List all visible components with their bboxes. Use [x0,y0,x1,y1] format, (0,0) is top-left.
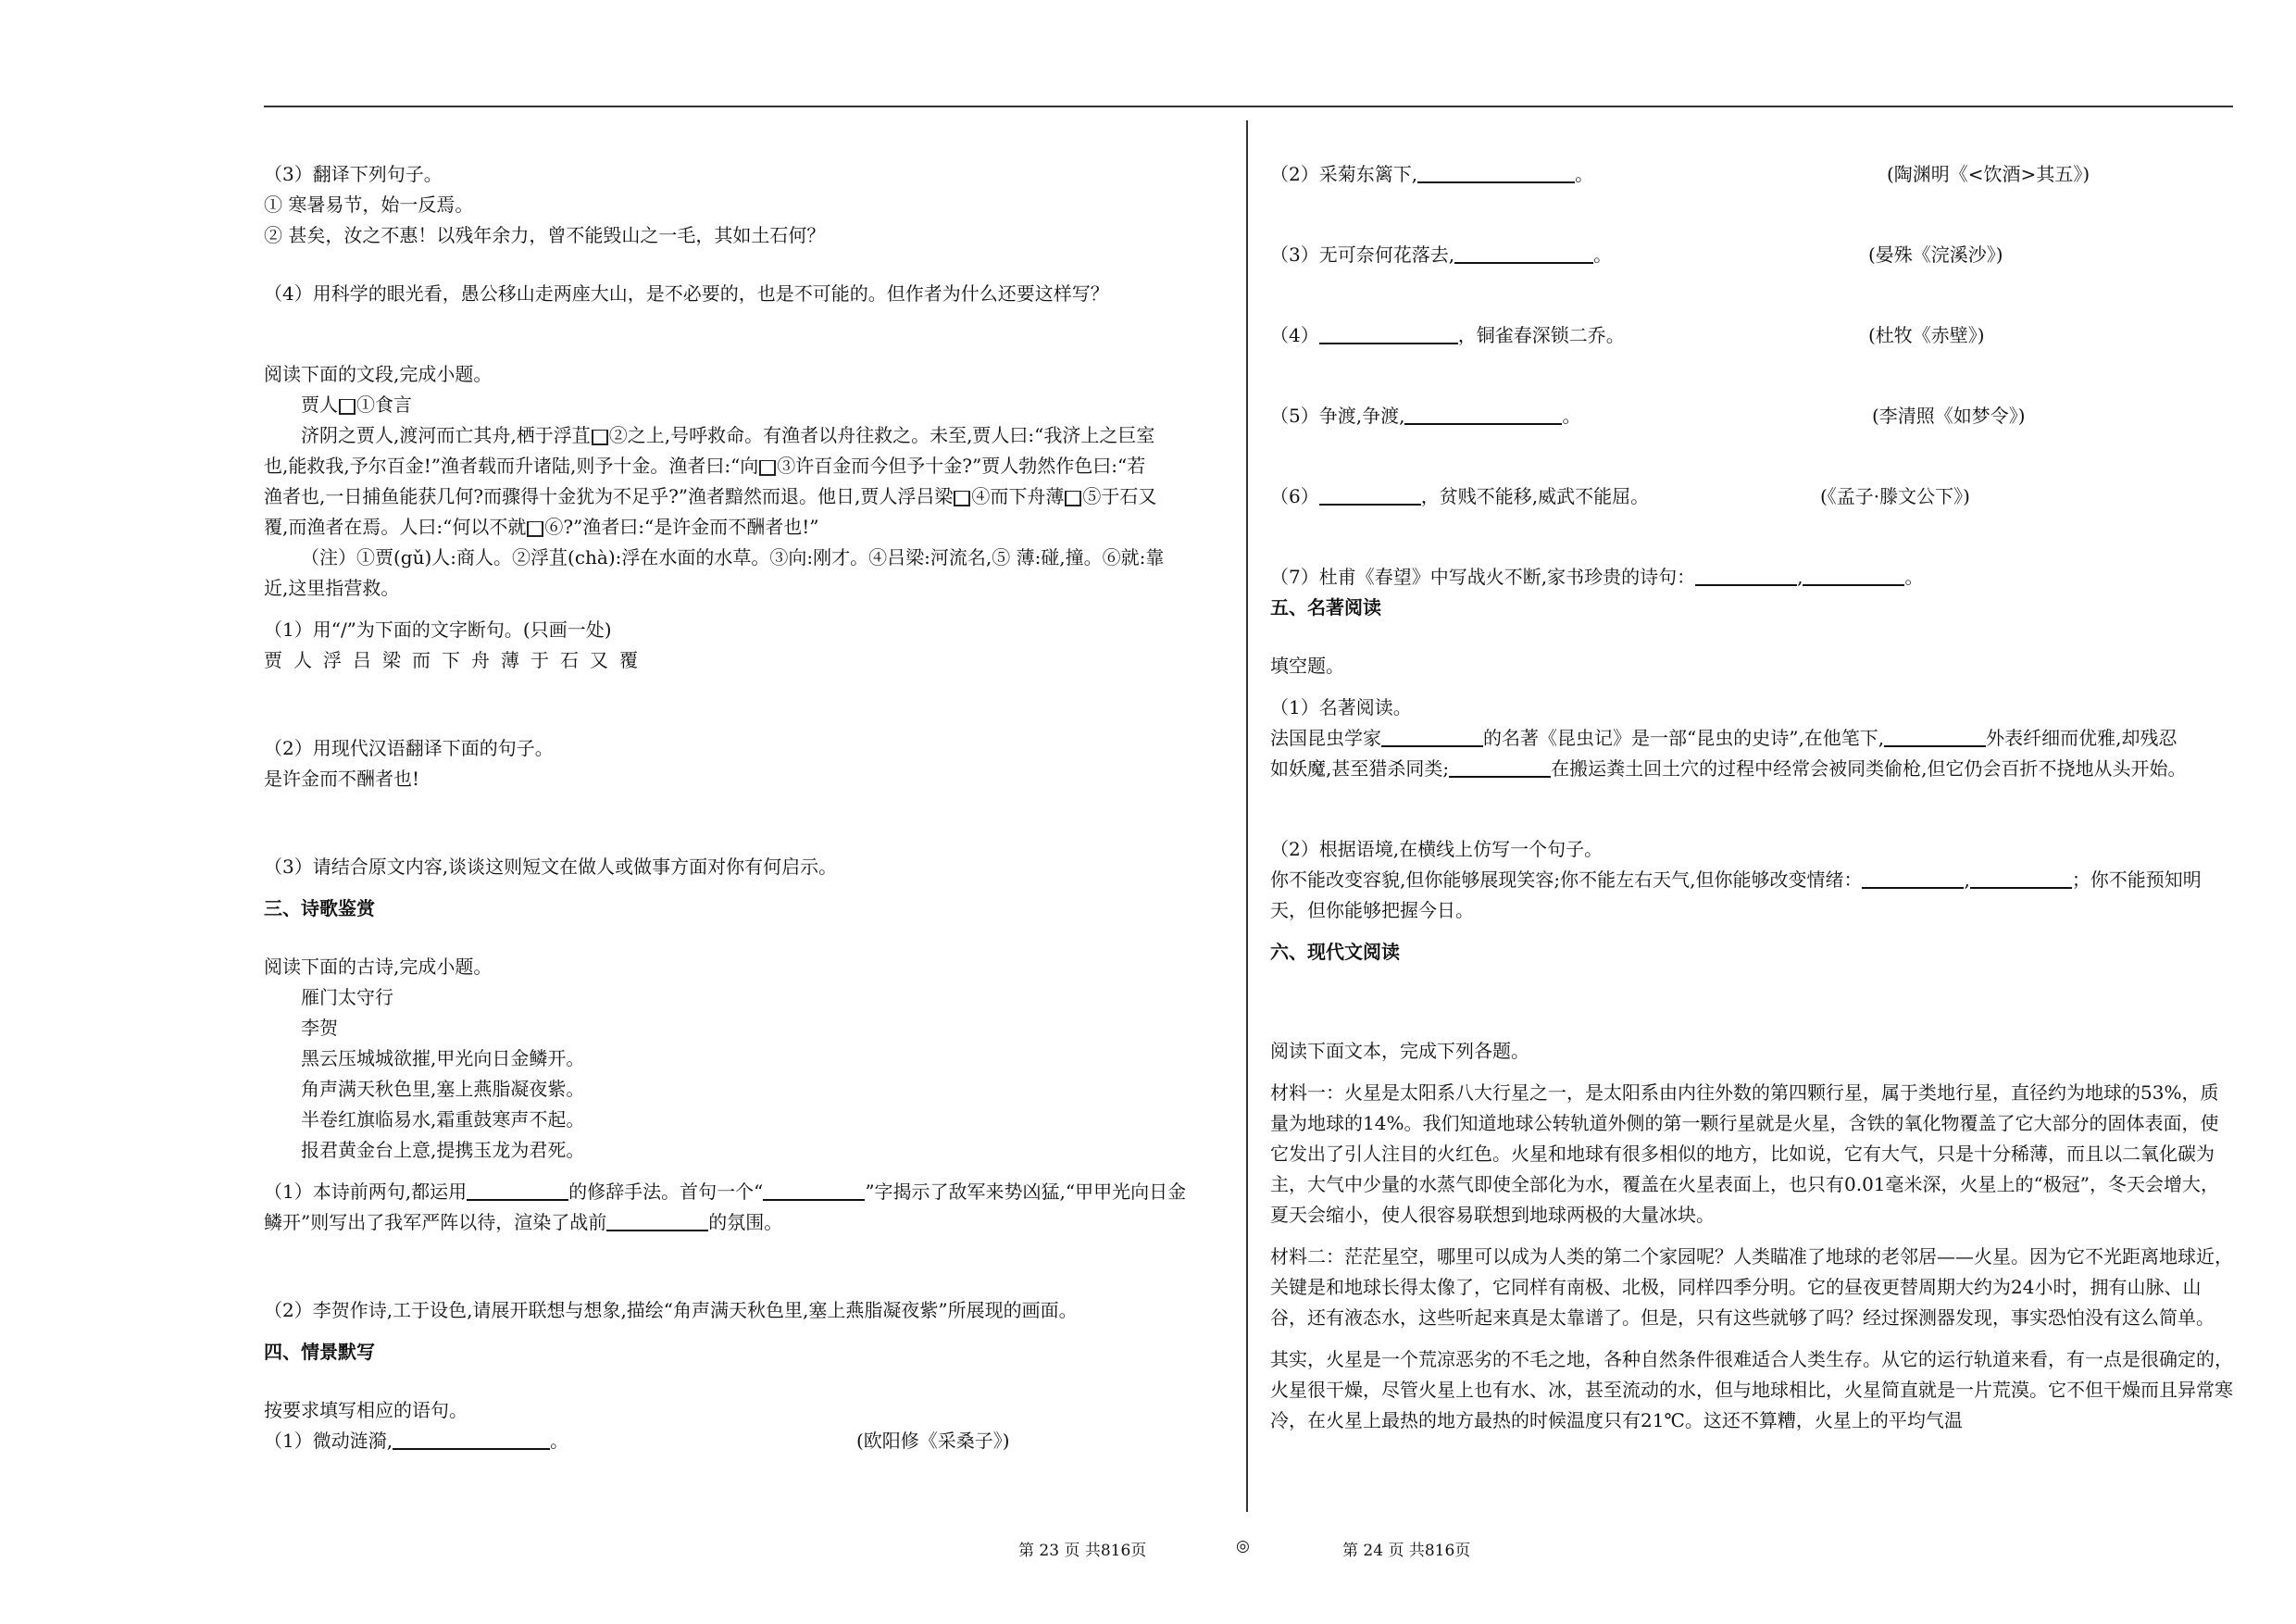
classics-question-1: （1）名著阅读。 [1270,696,1412,718]
passage-line: 渔者也,一日捕鱼能获几何?而骤得十金犹为不足乎?”渔者黯然而退。他日,贾人浮吕梁 ④而下舟薄 ⑤于石又 [264,485,1157,507]
answer-blank[interactable] [1803,564,1904,586]
fill-source: (李清照《如梦令》) [1872,405,2026,427]
poem-line: 角声满天秋色里,塞上燕脂凝夜紫。 [301,1078,585,1100]
section-heading-classics: 五、名著阅读 [1270,596,1381,618]
answer-blank[interactable] [1417,161,1575,183]
passage-title: 贾人 ①食言 [301,394,412,416]
missing-glyph-box [1065,491,1081,506]
fill-item-6: （6） ，贫贱不能移,威武不能屈。 (《孟子·滕文公下》) [1270,481,2233,512]
reading-question-1: （1）用“/”为下面的文字断句。(只画一处) [264,618,612,641]
answer-blank[interactable] [1449,756,1551,778]
page-number-left: 第 23 页 共816页 [1018,1542,1147,1560]
question-4: （4）用科学的眼光看，愚公移山走两座大山，是不必要的，也是不可能的。但作者为什么还要这样写？ [264,282,1109,305]
fill-item-2: （2）采菊东篱下, 。 (陶渊明《<饮酒>其五》) [1270,159,2233,190]
fill-source: (晏殊《浣溪沙》) [1868,244,2003,266]
missing-glyph-box [592,430,608,445]
header-rule [264,106,2233,107]
missing-glyph-box [527,521,543,537]
poem-intro: 阅读下面的古诗,完成小题。 [264,956,493,978]
imitation-text: 天，但你能够把握今日。 [1270,899,1474,921]
answer-blank[interactable] [1454,242,1593,264]
fill-intro: 按要求填写相应的语句。 [264,1399,468,1421]
classics-question-2: （2）根据语境,在横线上仿写一个句子。 [1270,838,1603,860]
section-heading-modern-reading: 六、现代文阅读 [1270,941,1400,963]
fill-item-1: （1）微动涟漪, 。 (欧阳修《采桑子》) [264,1426,1227,1456]
answer-blank[interactable] [1319,483,1421,506]
imitation-text: 你不能改变容貌,但你能够展现笑容;你不能左右天气,但你能够改变情绪： , ；你不能预知明 [1270,868,2202,891]
punctuation-text: 贾人浮吕梁而下舟薄于石又覆 [264,649,649,671]
answer-blank[interactable] [763,1179,865,1201]
passage-note: （注）①贾(gǔ)人:商人。②浮苴(chà):浮在水面的水草。③向:刚才。④吕梁:河流名,⑤ 薄:碰,撞。⑥就:靠 [301,546,1165,568]
reading-question-2: （2）用现代汉语翻译下面的句子。 [264,737,554,759]
missing-glyph-box [339,399,356,415]
answer-blank[interactable] [1884,725,1986,747]
answer-blank[interactable] [606,1209,708,1231]
question-3-title: （3）翻译下列句子。 [264,163,443,185]
reading-intro: 阅读下面的文段,完成小题。 [264,363,493,385]
section-heading-poetry: 三、诗歌鉴赏 [264,897,375,919]
fill-source: (陶渊明《<饮酒>其五》) [1887,163,2090,185]
fill-item-3: （3）无可奈何花落去, 。 (晏殊《浣溪沙》) [1270,240,2233,270]
poem-question-1-cont: 鳞开”则写出了我军严阵以待，渲染了战前 的氛围。 [264,1211,783,1233]
missing-glyph-box [759,460,776,476]
fill-item-5: （5）争渡,争渡, 。 (李清照《如梦令》) [1270,401,2233,431]
sentence-1: ① 寒暑易节，始一反焉。 [264,194,474,216]
classics-text: 法国昆虫学家 的名著《昆虫记》是一部“昆虫的史诗”,在他笔下, 外表纤细而优雅,却残忍 [1270,727,2177,749]
answer-blank[interactable] [393,1428,550,1450]
center-mark: ◎ [1236,1537,1250,1555]
missing-glyph-box [954,491,970,506]
poem-question-1: （1）本诗前两句,都运用 的修辞手法。首句一个“ ”字揭示了敌军来势凶猛,“甲甲光向日金 [264,1181,1187,1203]
fill-instruction: 填空题。 [1270,655,1344,677]
column-divider [1246,120,1248,1512]
passage-line: 济阴之贾人,渡河而亡其舟,栖于浮苴 ②之上,号呼救命。有渔者以舟往救之。未至,贾人曰:“我济上之巨室 [301,424,1155,446]
answer-blank[interactable] [1862,867,1964,889]
translate-text: 是许金而不酬者也! [264,768,420,790]
classics-text: 如妖魔,甚至猎杀同类; 在搬运粪土回土穴的过程中经常会被同类偷枪,但它仍会百折不挠地从头开始。 [1270,757,2187,780]
poem-line: 半卷红旗临易水,霜重鼓寒声不起。 [301,1108,585,1131]
fill-source: (杜牧《赤壁》) [1868,324,1985,346]
modern-reading-intro: 阅读下面文本，完成下列各题。 [1270,1040,1529,1062]
passage-line: 覆,而渔者在焉。人曰:“何以不就 ⑥?”渔者曰:“是许金而不酬者也!” [264,516,819,538]
material-2: 材料二：茫茫星空，哪里可以成为人类的第二个家园呢？人类瞄准了地球的老邻居——火星。因为它不光距离地球近，关键是和地球长得太像了，它同样有南极、北极，同样四季分明。它的昼夜更替周期大约为24小时，拥有山脉、山谷，还有液态水，这些听起来真是太靠谱了。但是，只有这些就够了吗？经过探测器发现，事实恐怕没有这么简单。 [1270,1245,2233,1329]
answer-blank[interactable] [467,1179,568,1201]
right-column [1270,159,2233,1436]
material-3: 其实，火星是一个荒凉恶劣的不毛之地，各种自然条件很难适合人类生存。从它的运行轨道来看，有一点是很确定的，火星很干燥，尽管火星上也有水、冰，甚至流动的水，但与地球相比，火星简直就是一片荒漠。它不但干燥而且异常寒冷，在火星上最热的地方最热的时候温度只有21℃。这还不算糟，火星上的平均气温 [1270,1348,2233,1431]
poem-line: 黑云压城城欲摧,甲光向日金鳞开。 [301,1047,585,1069]
passage-line: 也,能救我,予尔百金!”渔者载而升诸陆,则予十金。渔者曰:“向 ③许百金而今但予十金?”贾人勃然作色曰:“若 [264,455,1146,477]
poem-author: 李贺 [301,1017,338,1039]
poem-title: 雁门太守行 [301,986,393,1008]
poem-question-2: （2）李贺作诗,工于设色,请展开联想与想象,描绘“角声满天秋色里,塞上燕脂凝夜紫”所展现的画面。 [264,1299,1078,1321]
fill-item-7: （7）杜甫《春望》中写战火不断,家书珍贵的诗句： , 。 [1270,566,1924,588]
passage-note: 近,这里指营救。 [264,577,400,599]
answer-blank[interactable] [1404,403,1562,425]
section-heading-recitation: 四、情景默写 [264,1341,375,1363]
fill-item-4: （4） ，铜雀春深锁二乔。 (杜牧《赤壁》) [1270,320,2233,351]
fill-source: (《孟子·滕文公下》) [1820,485,1970,507]
page-number-right: 第 24 页 共816页 [1342,1542,1471,1560]
poem-line: 报君黄金台上意,提携玉龙为君死。 [301,1139,585,1161]
sentence-2: ② 甚矣，汝之不惠！以残年余力，曾不能毁山之一毛，其如土石何？ [264,224,826,246]
left-column [264,159,1227,1456]
material-1: 材料一：火星是太阳系八大行星之一，是太阳系由内往外数的第四颗行星，属于类地行星，直径约为地球的53%，质量为地球的14%。我们知道地球公转轨道外侧的第一颗行星就是火星，含铁的氧化物覆盖了它大部分的固体表面，使它发出了引人注目的火红色。火星和地球有很多相似的地方，比如说，它有大气，只是十分稀薄，而且以二氧化碳为主，大气中少量的水蒸气即使全部化为水，覆盖在火星表面上，也只有0.01毫米深，火星上的“极冠”，冬天会增大，夏天会缩小，使人很容易联想到地球两极的大量冰块。 [1270,1081,2219,1226]
answer-blank[interactable] [1970,867,2072,889]
reading-question-3: （3）请结合原文内容,谈谈这则短文在做人或做事方面对你有何启示。 [264,856,838,878]
answer-blank[interactable] [1381,725,1483,747]
answer-blank[interactable] [1319,322,1458,344]
answer-blank[interactable] [1695,564,1797,586]
fill-source: (欧阳修《采桑子》) [856,1430,1010,1452]
